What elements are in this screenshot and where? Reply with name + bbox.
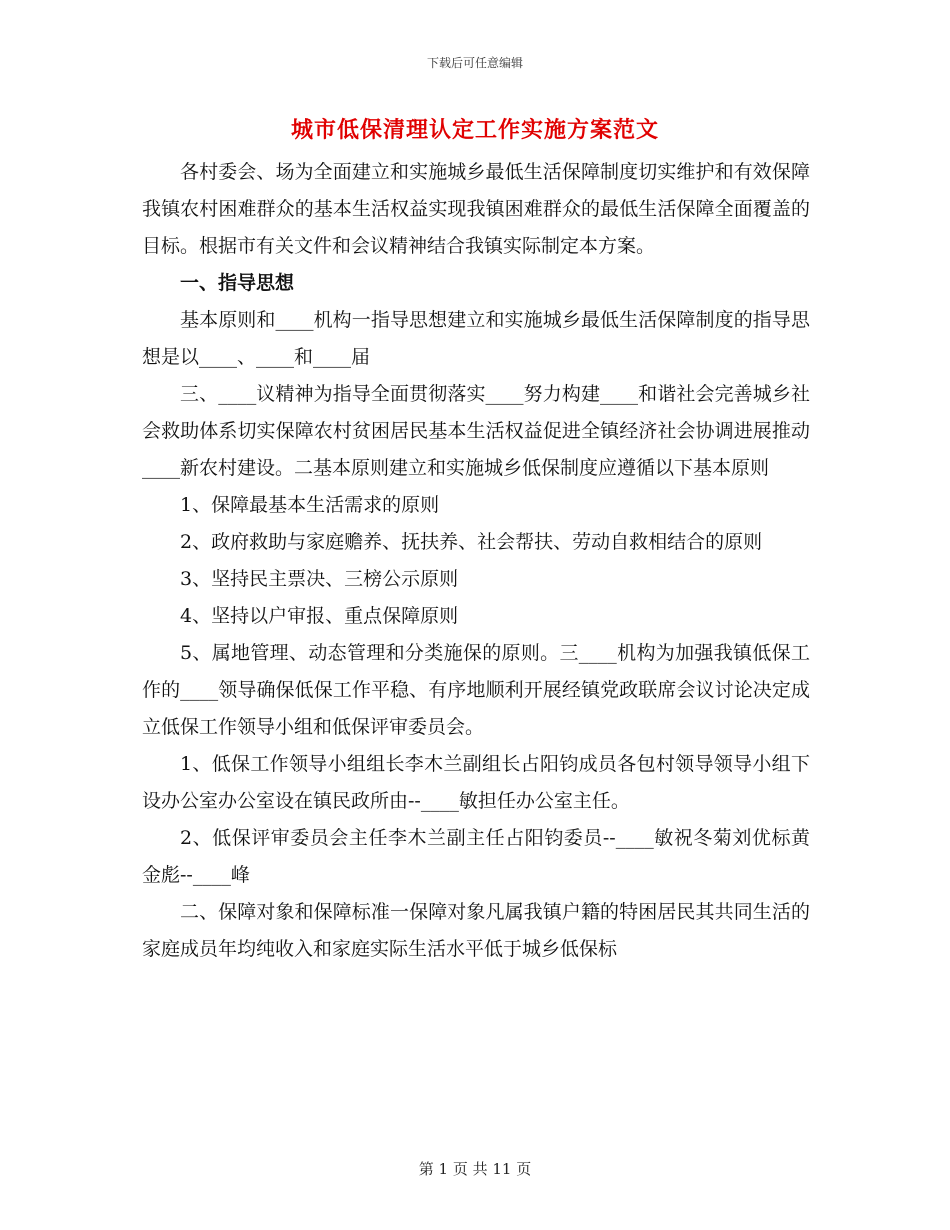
paragraph: 三、____议精神为指导全面贯彻落实____努力构建____和谐社会完善城乡社会救助体系切实保障农村贫困居民基本生活权益促进全镇经济社会协调进展推动____新农村建设。二基本原则建立和实施城乡低保制度应遵循以下基本原则	[142, 383, 810, 479]
header-note: 下载后可任意编辑	[426, 56, 523, 70]
list-item: 4、坚持以户审报、重点保障原则	[180, 605, 459, 627]
section-heading-guiding-ideology: 一、指导思想	[180, 272, 295, 294]
paragraph: 二、保障对象和保障标准一保障对象凡属我镇户籍的特困居民其共同生活的家庭成员年均纯收入和家庭实际生活水平低于城乡低保标	[142, 901, 810, 960]
list-item: 2、政府救助与家庭赡养、抚扶养、社会帮扶、劳动自救相结合的原则	[180, 531, 763, 553]
page-footer: 第 1 页 共 11 页	[418, 1160, 532, 1178]
list-item: 1、低保工作领导小组组长李木兰副组长占阳钧成员各包村领导领导小组下设办公室办公室设在镇民政所由--____敏担任办公室主任。	[142, 753, 810, 812]
list-item: 3、坚持民主票决、三榜公示原则	[180, 568, 459, 590]
list-item: 1、保障最基本生活需求的原则	[180, 494, 440, 516]
document-body	[142, 154, 810, 968]
list-item: 2、低保评审委员会主任李木兰副主任占阳钧委员--____敏祝冬菊刘优标黄金彪--____峰	[142, 827, 810, 886]
document-title: 城市低保清理认定工作实施方案范文	[290, 117, 659, 143]
list-item: 5、属地管理、动态管理和分类施保的原则。三____机构为加强我镇低保工作的____领导确保低保工作平稳、有序地顺利开展经镇党政联席会议讨论决定成立低保工作领导小组和低保评审委员会。	[142, 642, 810, 738]
paragraph: 基本原则和____机构一指导思想建立和实施城乡最低生活保障制度的指导思想是以____、____和____届	[142, 309, 810, 368]
paragraph-intro: 各村委会、场为全面建立和实施城乡最低生活保障制度切实维护和有效保障我镇农村困难群众的基本生活权益实现我镇困难群众的最低生活保障全面覆盖的目标。根据市有关文件和会议精神结合我镇实际制定本方案。	[142, 161, 810, 257]
